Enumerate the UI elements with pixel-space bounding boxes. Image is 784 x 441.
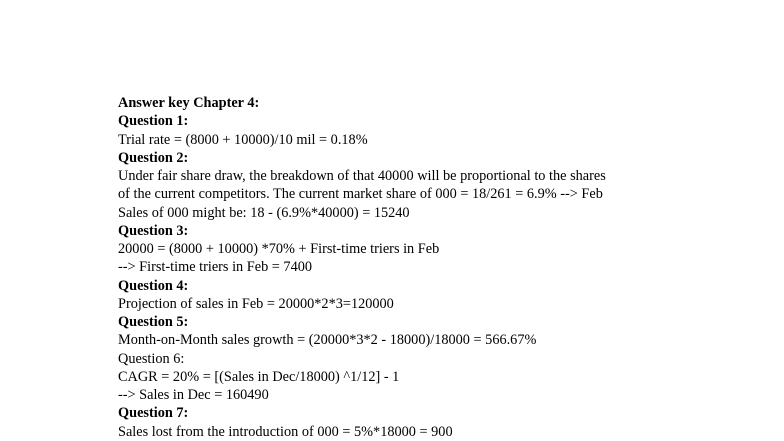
question-heading: Question 1: <box>118 113 189 130</box>
answer-lines <box>118 112 758 441</box>
answer-text-line: Sales lost from the introduction of 000 = 5%*18000 = 900 <box>118 423 453 440</box>
answer-text-line: Sales of 000 might be: 18 - (6.9%*40000) = 15240 <box>118 204 410 221</box>
answer-text-line: Trial rate = (8000 + 10000)/10 mil = 0.18% <box>118 131 368 148</box>
document-title: Answer key Chapter 4: <box>118 95 260 111</box>
question-heading: Question 2: <box>118 149 189 166</box>
answer-text-line: Question 6: <box>118 350 185 367</box>
answer-text-line: Month-on-Month sales growth = (20000*3*2 - 18000)/18000 = 566.67% <box>118 332 537 349</box>
answer-text-line: Projection of sales in Feb = 20000*2*3=120000 <box>118 295 394 312</box>
question-heading: Question 7: <box>118 405 189 422</box>
answer-text-line: --> First-time triers in Feb = 7400 <box>118 259 313 276</box>
question-heading: Question 3: <box>118 222 189 239</box>
question-heading: Question 5: <box>118 314 189 330</box>
answer-text-line: CAGR = 20% = [(Sales in Dec/18000) ^1/12] - 1 <box>118 368 400 385</box>
answer-text-line: of the current competitors. The current market share of 000 = 18/261 = 6.9% --> Feb <box>118 186 603 203</box>
answer-text-line: --> Sales in Dec = 160490 <box>118 387 269 403</box>
answer-text-line: Under fair share draw, the breakdown of that 40000 will be proportional to the shares <box>118 168 606 184</box>
answer-key-content <box>118 94 758 441</box>
question-heading: Question 4: <box>118 277 189 294</box>
answer-text-line: 20000 = (8000 + 10000) *70% + First-time triers in Feb <box>118 241 440 257</box>
